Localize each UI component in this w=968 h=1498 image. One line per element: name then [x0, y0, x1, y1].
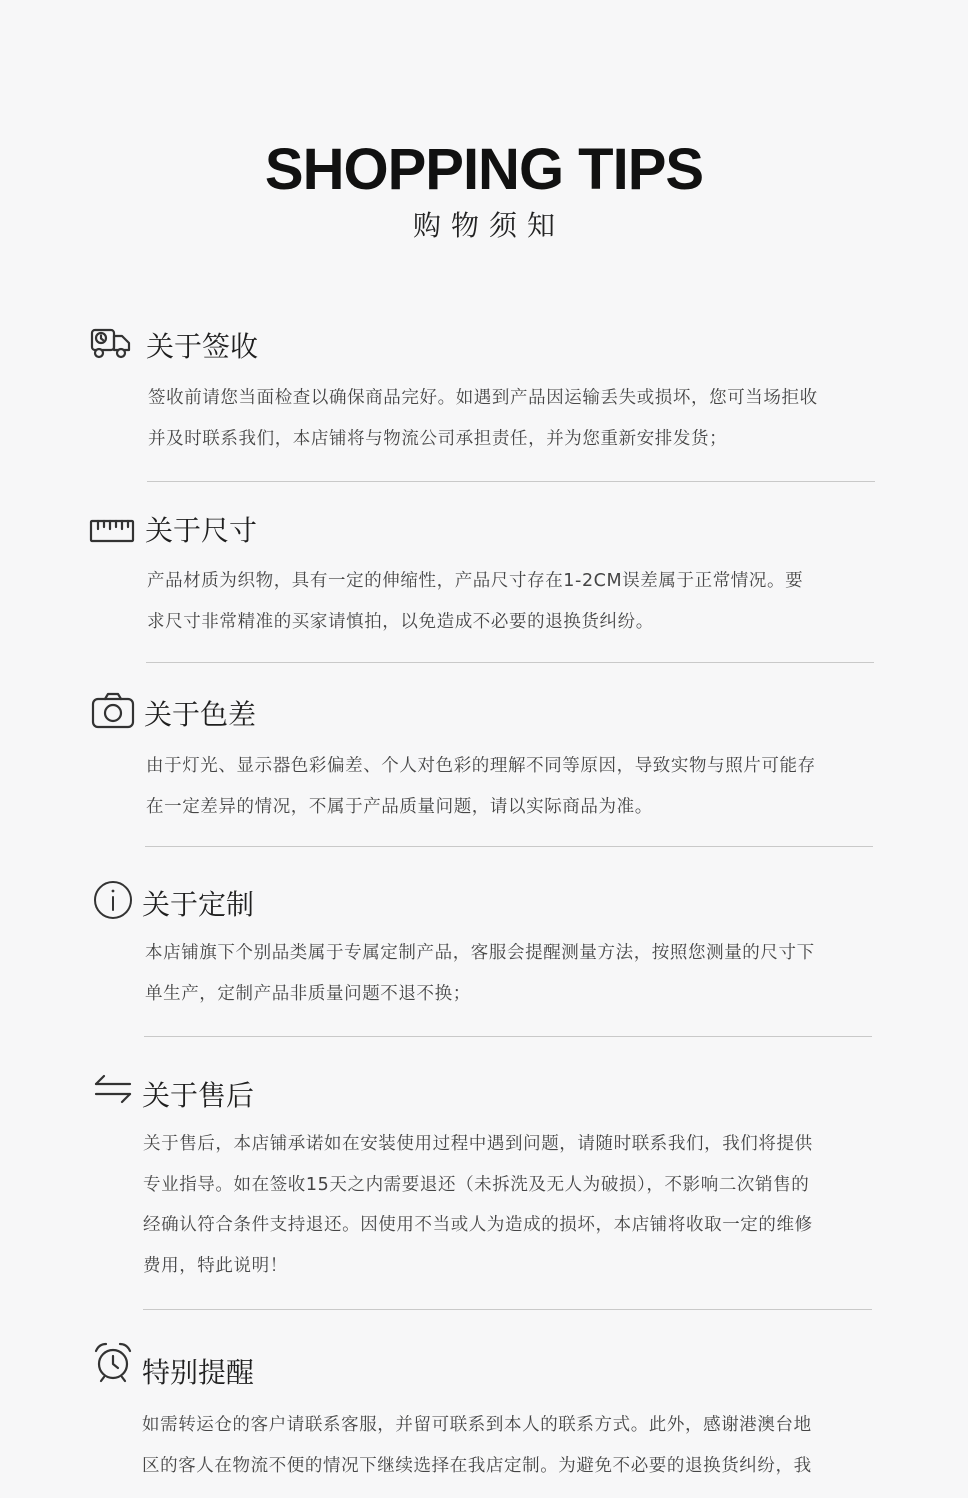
alarm-clock-icon: [90, 1339, 136, 1385]
body-line: 并及时联系我们，本店铺将与物流公司承担责任，并为您重新安排发货；: [148, 428, 728, 449]
divider: [143, 1309, 872, 1310]
section-body: [142, 1405, 812, 1486]
body-line: 签收前请您当面检查以确保商品完好。如遇到产品因运输丢失或损坏，您可当场拒收: [148, 388, 818, 408]
section-title: 关于尺寸: [145, 514, 258, 547]
camera-icon: [90, 689, 136, 735]
body-line: 本店铺旗下个别品类属于专属定制产品，客服会提醒测量方法，按照您测量的尺寸下: [145, 943, 815, 963]
divider: [144, 1036, 872, 1037]
body-line: 经确认符合条件支持退还。因使用不当或人为造成的损坏，本店铺将收取一定的维修: [143, 1215, 813, 1235]
divider: [146, 662, 874, 663]
body-line: 关于售后，本店铺承诺如在安装使用过程中遇到问题，请随时联系我们，我们将提供: [143, 1134, 813, 1154]
section-body: [145, 933, 815, 1014]
body-line: 区的客人在物流不便的情况下继续选择在我店定制。为避免不必要的退换货纠纷，我: [142, 1455, 812, 1476]
section-body: [146, 746, 816, 827]
divider: [147, 481, 875, 482]
page-title: SHOPPING TIPS: [264, 137, 704, 202]
section-title: 关于售后: [142, 1079, 255, 1112]
body-line: 专业指导。如在签收15天之内需要退还（未拆洗及无人为破损），不影响二次销售的: [143, 1174, 810, 1195]
section-body: [143, 1124, 813, 1286]
body-line: 单生产，定制产品非质量问题不退不换；: [145, 983, 471, 1004]
body-line: 由于灯光、显示器色彩偏差、个人对色彩的理解不同等原因，导致实物与照片可能存: [146, 756, 816, 776]
section-title: 关于定制: [142, 888, 255, 921]
section-body: [147, 561, 803, 642]
section-title: 关于签收: [146, 330, 259, 363]
info-icon: [90, 877, 136, 923]
section-title: 特别提醒: [142, 1356, 255, 1389]
exchange-arrows-icon: [90, 1066, 136, 1112]
body-line: 如需转运仓的客户请联系客服，并留可联系到本人的联系方式。此外，感谢港澳台地: [142, 1415, 812, 1435]
body-line: 费用，特此说明！: [143, 1255, 288, 1276]
delivery-truck-icon: [88, 320, 134, 366]
section-body: [148, 378, 818, 459]
body-line: 在一定差异的情况，不属于产品质量问题，请以实际商品为准。: [146, 796, 653, 817]
body-line: 产品材质为织物，具有一定的伸缩性，产品尺寸存在1-2CM误差属于正常情况。要: [147, 571, 804, 591]
page-header: [0, 138, 968, 244]
ruler-icon: [89, 508, 135, 554]
body-line: 求尺寸非常精准的买家请慎拍，以免造成不必要的退换货纠纷。: [147, 611, 654, 632]
divider: [145, 846, 873, 847]
section-title: 关于色差: [144, 698, 257, 731]
page-subtitle: 购物须知: [412, 209, 565, 242]
